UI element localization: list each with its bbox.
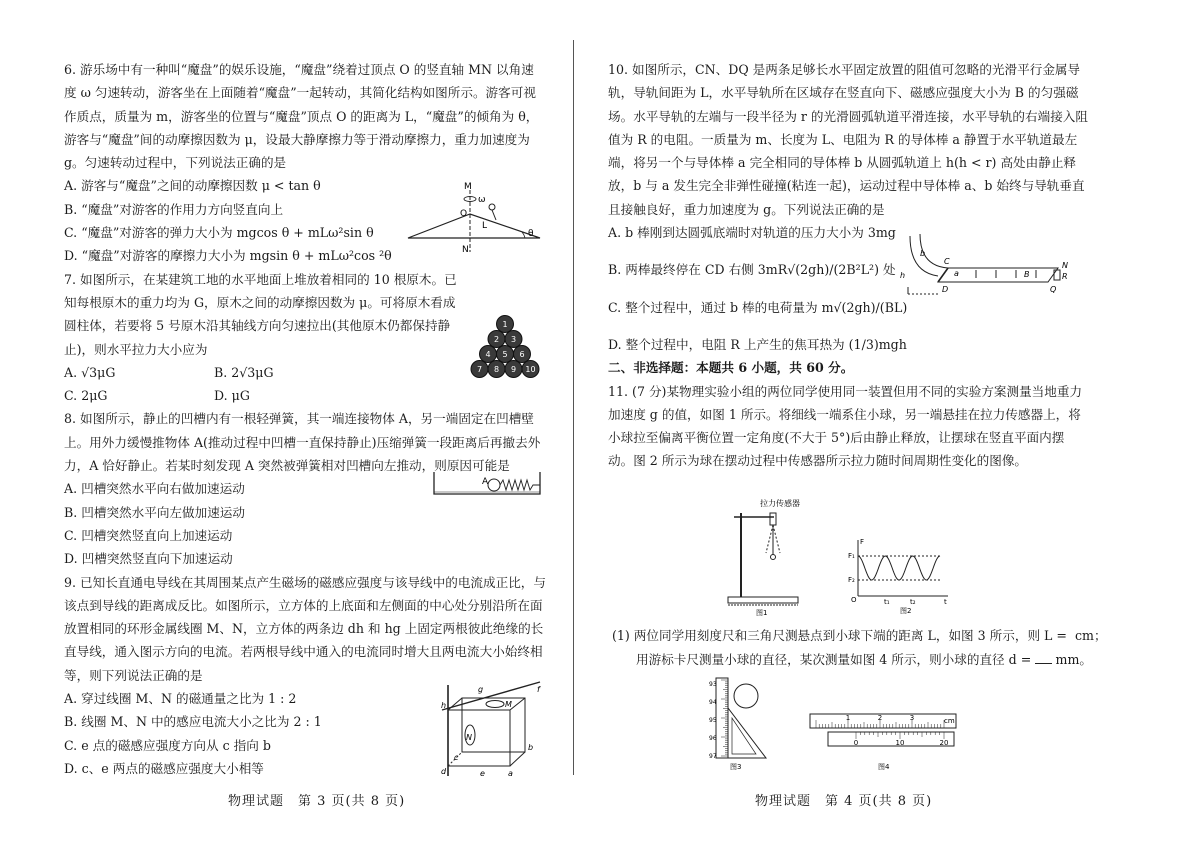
q11-sub1-unit-b: mm。 xyxy=(1055,652,1092,667)
figure-q9-cube-coils xyxy=(440,680,545,780)
ruler-tick-label: 97 xyxy=(709,753,717,760)
fig2-label-t: t xyxy=(944,598,947,606)
fig-q8-label-a: A xyxy=(482,477,489,487)
ruler-tick-label: 94 xyxy=(709,699,717,706)
fig2-label-f: F xyxy=(860,538,865,546)
log-label: 7 xyxy=(476,365,483,374)
fig-q10-label-n: N xyxy=(1062,261,1068,270)
fig-q9-label-h: h xyxy=(441,701,447,710)
q6-option-b: B. “魔盘”对游客的作用力方向竖直向上 xyxy=(64,201,284,217)
q7-option-b: B. 2√3μG xyxy=(214,364,274,380)
main-scale-label: 3 xyxy=(909,714,915,722)
log-label: 3 xyxy=(510,335,517,344)
question-11 xyxy=(608,380,1088,473)
q9-option-a: A. 穿过线圈 M、N 的磁通量之比为 1 : 2 xyxy=(64,691,297,707)
fig-q10-label-q: Q xyxy=(1050,285,1057,294)
figure-q6-magic-disk xyxy=(400,180,550,260)
figure-q8-groove-spring xyxy=(432,470,542,496)
fig-q9-label-d: d xyxy=(441,767,447,776)
fig-q10-label-r: R xyxy=(1062,272,1068,281)
fig-q10-label-c: C xyxy=(944,257,950,266)
fig-q9-label-b: b xyxy=(528,743,534,752)
fig-q9-label-m: M xyxy=(505,700,512,709)
question-10-text: 10. 如图所示，CN、DQ 是两条足够长水平固定放置的阻值可忽略的光滑平行金属导轨，导轨间距为 L，水平导轨所在区域存在竖直向下、磁感应强度大小为 B 的匀强磁场。水平导轨的左端与一段半径为 r 的光滑圆弧轨道平滑连接，水平导轨的右端接入阻值为 R 的电阻。一质量为 m、长度为 L、电阻为 R 的导体棒 a 静置于水平轨道最左端，将另一个与导体棒 a 完全相同的导体棒 b 从圆弧轨道上 h(h < r) 高处由静止释放，b 与 a 发生完全非弹性碰撞(粘连一起)，运动过程中导体棒 a、b 始终与导轨垂直且接触良好，重力加速度为 g。下列说法正确的是 xyxy=(608,62,1088,217)
main-scale-label: 2 xyxy=(877,714,883,722)
log-label: 2 xyxy=(493,335,500,344)
fig-q6-label-m: M xyxy=(464,182,472,192)
figure-1-pendulum-setup xyxy=(726,497,826,617)
q10-option-c: C. 整个过程中，通过 b 棒的电荷量为 m√(2gh)/(BL) xyxy=(608,299,908,315)
ruler-tick-label: 96 xyxy=(709,735,717,742)
fig2-label-o: O xyxy=(851,596,857,604)
figure-4-vernier-caliper xyxy=(806,710,961,772)
figure-2-force-time-graph xyxy=(848,536,953,614)
figure-q7-log-pile xyxy=(458,310,553,390)
fig-q10-label-b: b xyxy=(920,249,926,258)
question-11-text: 11. (7 分)某物理实验小组的两位同学使用同一装置但用不同的实验方案测量当地重力加速度 g 的值，如图 1 所示。将细线一端系住小球，另一端悬挂在拉力传感器上，将小球拉至偏离平衡位置一定角度(不大于 5°)后由静止释放，让摆球在竖直平面内摆动。图 2 所示为球在摆动过程中传感器所示拉力随时间周期性变化的图像。 xyxy=(608,383,1083,469)
q11-answer-blank-d xyxy=(1035,649,1051,664)
fig4-unit: cm xyxy=(944,717,955,725)
q9-option-b: B. 线圈 M、N 中的感应电流大小之比为 2 : 1 xyxy=(64,714,322,730)
fig-q10-label-d: D xyxy=(942,285,949,294)
q11-sub1-text-b: 用游标卡尺测量小球的直径，某次测量如图 4 所示，则小球的直径 d = xyxy=(636,652,1032,667)
log-label: 4 xyxy=(485,350,491,359)
fig2-label-t1: t₁ xyxy=(884,598,890,606)
q10-option-b: B. 两棒最终停在 CD 右侧 3mR√(2gh)/(2B²L²) 处 xyxy=(608,262,896,278)
q11-sub1-text-a: (1) 两位同学用刻度尺和三角尺测悬点到小球下端的距离 L，如图 3 所示，则 L = xyxy=(612,628,1067,643)
q8-option-a: A. 凹槽突然水平向右做加速运动 xyxy=(64,481,245,497)
fig2-label-f1: F₁ xyxy=(848,552,855,560)
vernier-label: 20 xyxy=(939,739,949,747)
log-label: 5 xyxy=(502,350,508,359)
page-divider xyxy=(573,40,574,775)
fig-q10-label-a: a xyxy=(954,269,959,278)
main-scale-label: 1 xyxy=(845,714,851,722)
fig-q9-label-e: e xyxy=(480,769,485,778)
fig2-label-t2: t₂ xyxy=(910,598,916,606)
q9-option-c: C. e 点的磁感应强度方向从 c 指向 b xyxy=(64,737,271,753)
fig-q10-label-bfield: B xyxy=(1024,270,1030,279)
fig-q9-label-g: g xyxy=(478,685,484,694)
log-label: 8 xyxy=(493,365,500,374)
question-10 xyxy=(608,58,1088,356)
ruler-tick-label: 95 xyxy=(709,717,717,724)
question-8-text: 8. 如图所示，静止的凹槽内有一根轻弹簧，其一端连接物体 A，另一端固定在凹槽壁上。用外力缓慢推物体 A(推动过程中凹槽一直保持静止)压缩弹簧一段距离后再撤去外力，A 恰好静止。若某时刻发现 A 突然被弹簧相对凹槽向左推动，则原因可能是 xyxy=(64,411,541,474)
question-7-text: 7. 如图所示，在某建筑工地的水平地面上堆放着相同的 10 根原木。已知每根原木的重力均为 G，原木之间的动摩擦因数为 μ。可将原木看成圆柱体，若要将 5 号原木沿其轴线方向匀速拉出(其他原木仍都保持静止)，则水平拉力大小应为 xyxy=(64,271,457,357)
fig2-label-f2: F₂ xyxy=(848,576,855,584)
question-9-text: 9. 已知长直通电导线在其周围某点产生磁场的磁感应强度与该导线中的电流成正比，与该点到导线的距离成反比。如图所示，立方体的上底面和左侧面的中心处分别沿所在面放置相同的环形金属线圈 M、N，立方体的两条边 dh 和 hg 上固定两根彼此绝缘的长直导线，通入图示方向的电流。若两根导线中通入的电流同时增大且两电流大小始终相等，则下列说法正确的是 xyxy=(64,574,546,683)
log-label: 6 xyxy=(519,350,525,359)
fig4-caption: 图4 xyxy=(878,763,890,771)
vernier-label: 10 xyxy=(895,739,905,747)
q7-option-a: A. √3μG xyxy=(64,364,116,380)
fig-q6-label-l: L xyxy=(482,221,488,231)
section-2-heading: 二、非选择题：本题共 6 小题，共 60 分。 xyxy=(608,360,854,376)
fig-q10-label-h: h xyxy=(900,271,906,280)
fig-q9-label-n: N xyxy=(466,733,472,742)
fig-q6-label-o: O xyxy=(460,209,468,219)
fig-q6-label-omega: ω xyxy=(478,195,486,205)
left-page xyxy=(64,58,546,780)
q7-option-d: D. μG xyxy=(214,388,250,404)
fig3-caption: 图3 xyxy=(730,763,742,771)
log-label: 1 xyxy=(502,320,508,329)
fig2-caption: 图2 xyxy=(900,607,912,614)
q6-option-a: A. 游客与“魔盘”之间的动摩擦因数 μ < tan θ xyxy=(64,178,321,194)
q8-option-b: B. 凹槽突然水平向左做加速运动 xyxy=(64,504,245,520)
log-label: 9 xyxy=(510,365,517,374)
q8-option-d: D. 凹槽突然竖直向下加速运动 xyxy=(64,551,233,567)
q10-option-a: A. b 棒刚到达圆弧底端时对轨道的压力大小为 3mg xyxy=(608,225,896,241)
left-page-footer: 物理试题 第 3 页(共 8 页) xyxy=(228,794,406,809)
figure-3-ruler xyxy=(706,674,776,772)
ruler-tick-label: 93 xyxy=(709,681,717,688)
fig1-caption: 图1 xyxy=(756,609,768,617)
q7-option-c: C. 2μG xyxy=(64,388,108,404)
q11-sub1-unit-a: cm； xyxy=(1074,628,1107,643)
q9-option-d: D. c、e 两点的磁感应强度大小相等 xyxy=(64,760,264,776)
fig1-sensor-label: 拉力传感器 xyxy=(760,499,800,508)
q6-option-d: D. “魔盘”对游客的摩擦力大小为 mgsin θ + mLω²cos ²θ xyxy=(64,248,392,264)
fig-q9-label-c: c xyxy=(454,753,459,762)
fig-q9-label-f: f xyxy=(537,685,540,694)
fig-q9-label-a: a xyxy=(508,769,513,778)
q10-option-d: D. 整个过程中，电阻 R 上产生的焦耳热为 (1/3)mgh xyxy=(608,336,907,352)
q11-sub-1 xyxy=(612,624,1107,672)
fig-q6-label-n: N xyxy=(462,245,469,255)
right-page-footer: 物理试题 第 4 页(共 8 页) xyxy=(755,794,933,809)
q6-option-c: C. “魔盘”对游客的弹力大小为 mgcos θ + mLω²sin θ xyxy=(64,225,374,241)
log-label: 10 xyxy=(525,365,536,374)
fig-q6-label-theta: θ xyxy=(528,229,534,239)
question-6-text: 6. 游乐场中有一种叫“魔盘”的娱乐设施，“魔盘”绕着过顶点 O 的竖直轴 MN 以角速度 ω 匀速转动，游客坐在上面随着“魔盘”一起转动，其简化结构如图所示。游客可视作质点，质量为 m，游客坐的位置与“魔盘”顶点 O 的距离为 L，“魔盘”的倾角为 θ，游客与“魔盘”间的动摩擦因数为 μ，设最大静摩擦力等于滑动摩擦力，重力加速度为 g。匀速转动过程中，下列说法正确的是 xyxy=(64,62,539,171)
figure-q10-rails xyxy=(898,232,1073,302)
vernier-label: 0 xyxy=(853,739,859,747)
q8-option-c: C. 凹槽突然竖直向上加速运动 xyxy=(64,527,233,543)
